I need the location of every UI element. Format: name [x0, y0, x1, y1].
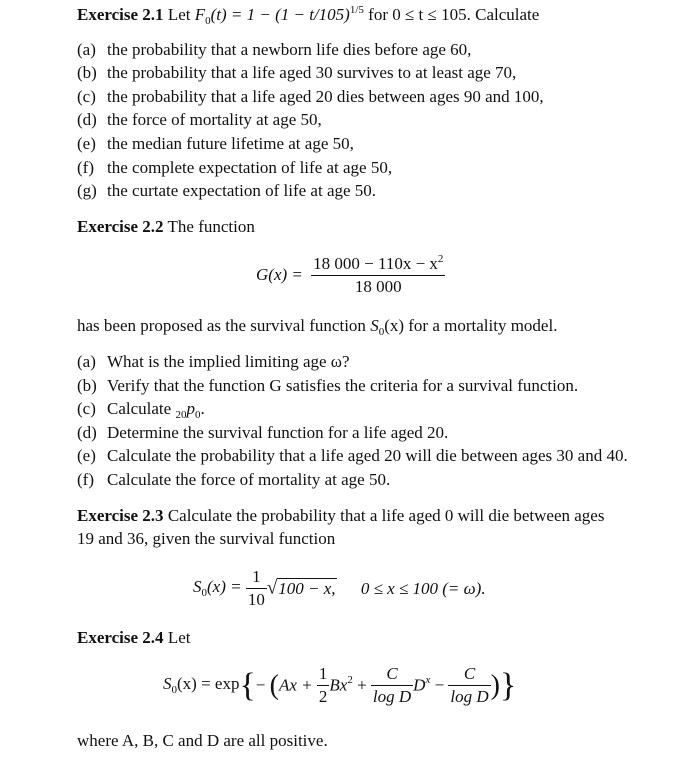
- ex23-heading: Exercise 2.3: [77, 506, 164, 525]
- ex23-equation: [193, 567, 486, 611]
- ex24-statement: Exercise 2.4 Let: [77, 628, 191, 647]
- ex23-fraction: $\frac{1}{10}$: [247, 567, 265, 610]
- ex24-heading: Exercise 2.4: [77, 628, 164, 647]
- ex22-fraction-bar: [311, 275, 445, 276]
- ex21-statement: [77, 4, 539, 28]
- ex22-heading: Exercise 2.2: [77, 217, 164, 236]
- ex21-range: for 0 ≤ t ≤ 105. Calculate: [363, 5, 540, 24]
- ex21-arg: (t) = 1 − (1 − t/105): [210, 5, 350, 24]
- ex21-item-e: (e) the median future lifetime at age 50,: [77, 134, 354, 153]
- ex21-func: F: [194, 5, 206, 24]
- ex23-lhs: $S_0(x)$ =: [193, 577, 242, 600]
- ex22-equation: [256, 253, 445, 298]
- ex21-item-g: (g) the curtate expectation of life at age 50.: [77, 181, 377, 200]
- ex22-statement: [77, 217, 255, 237]
- ex22-item-b: (b) Verify that the function G satisfies the criteria for a survival function.: [77, 376, 579, 395]
- ex23-statement-line2: 19 and 36, given the survival function: [77, 529, 336, 548]
- ex21-item-a: (a) the probability that a newborn life dies before age 60,: [77, 40, 472, 59]
- ex24-equation: $S_0(x) = \exp\{- (Ax$ + $\frac{1}{2}$ $Bx^2$ + $\frac{C}{\text{log D}}$ $D^x$ − $\frac{C}{\text{log D}}$ )}: [163, 664, 517, 707]
- ex22-item-f: (f) Calculate the force of mortality at age 50.: [77, 470, 391, 489]
- ex22-after-text: has been proposed as the survival function $S_0(x)$ for a mortality model.: [77, 316, 558, 338]
- ex22-item-a: (a) What is the implied limiting age ω?: [77, 352, 350, 371]
- ex22-numerator: 18 $000 - 110x - x^2$: [313, 253, 444, 273]
- ex22-item-c: (c) Calculate $_{20}p_0$.: [77, 399, 205, 421]
- ex21-heading: Exercise 2.1: [77, 5, 164, 24]
- ex22-denominator: 18 000: [354, 277, 402, 297]
- ex21-intro: Let: [167, 5, 191, 24]
- ex21-item-c: (c) the probability that a life aged 20 dies between ages 90 and 100,: [77, 87, 544, 106]
- ex22-item-d: (d) Determine the survival function for a life aged 20.: [77, 423, 449, 442]
- ex21-item-f: (f) the complete expectation of life at age 50,: [77, 158, 393, 177]
- ex21-item-b: (b) the probability that a life aged 30 survives to at least age 70,: [77, 63, 517, 82]
- ex21-item-d: (d) the force of mortality at age 50,: [77, 110, 322, 129]
- ex21-exp: 1/5: [349, 4, 364, 16]
- ex23-radicand: 100 − x,: [278, 579, 336, 599]
- ex23-statement: Exercise 2.3 Calculate the probability that a life aged 0 will die between ages: [77, 506, 605, 525]
- ex22-item-e: (e) Calculate the probability that a life aged 20 will die between ages 30 and 40.: [77, 446, 628, 465]
- ex23-sqrt-sign: √: [266, 577, 278, 599]
- ex22-lhs: G(x) =: [256, 265, 303, 285]
- ex22-fraction: [311, 253, 445, 298]
- ex23-condition: 0 ≤ x ≤ 100 (= ω).: [360, 578, 486, 598]
- ex21-sub: 0: [205, 15, 211, 27]
- ex24-after-text: where A, B, C and D are all positive.: [77, 731, 328, 750]
- ex22-intro: The function: [167, 217, 255, 236]
